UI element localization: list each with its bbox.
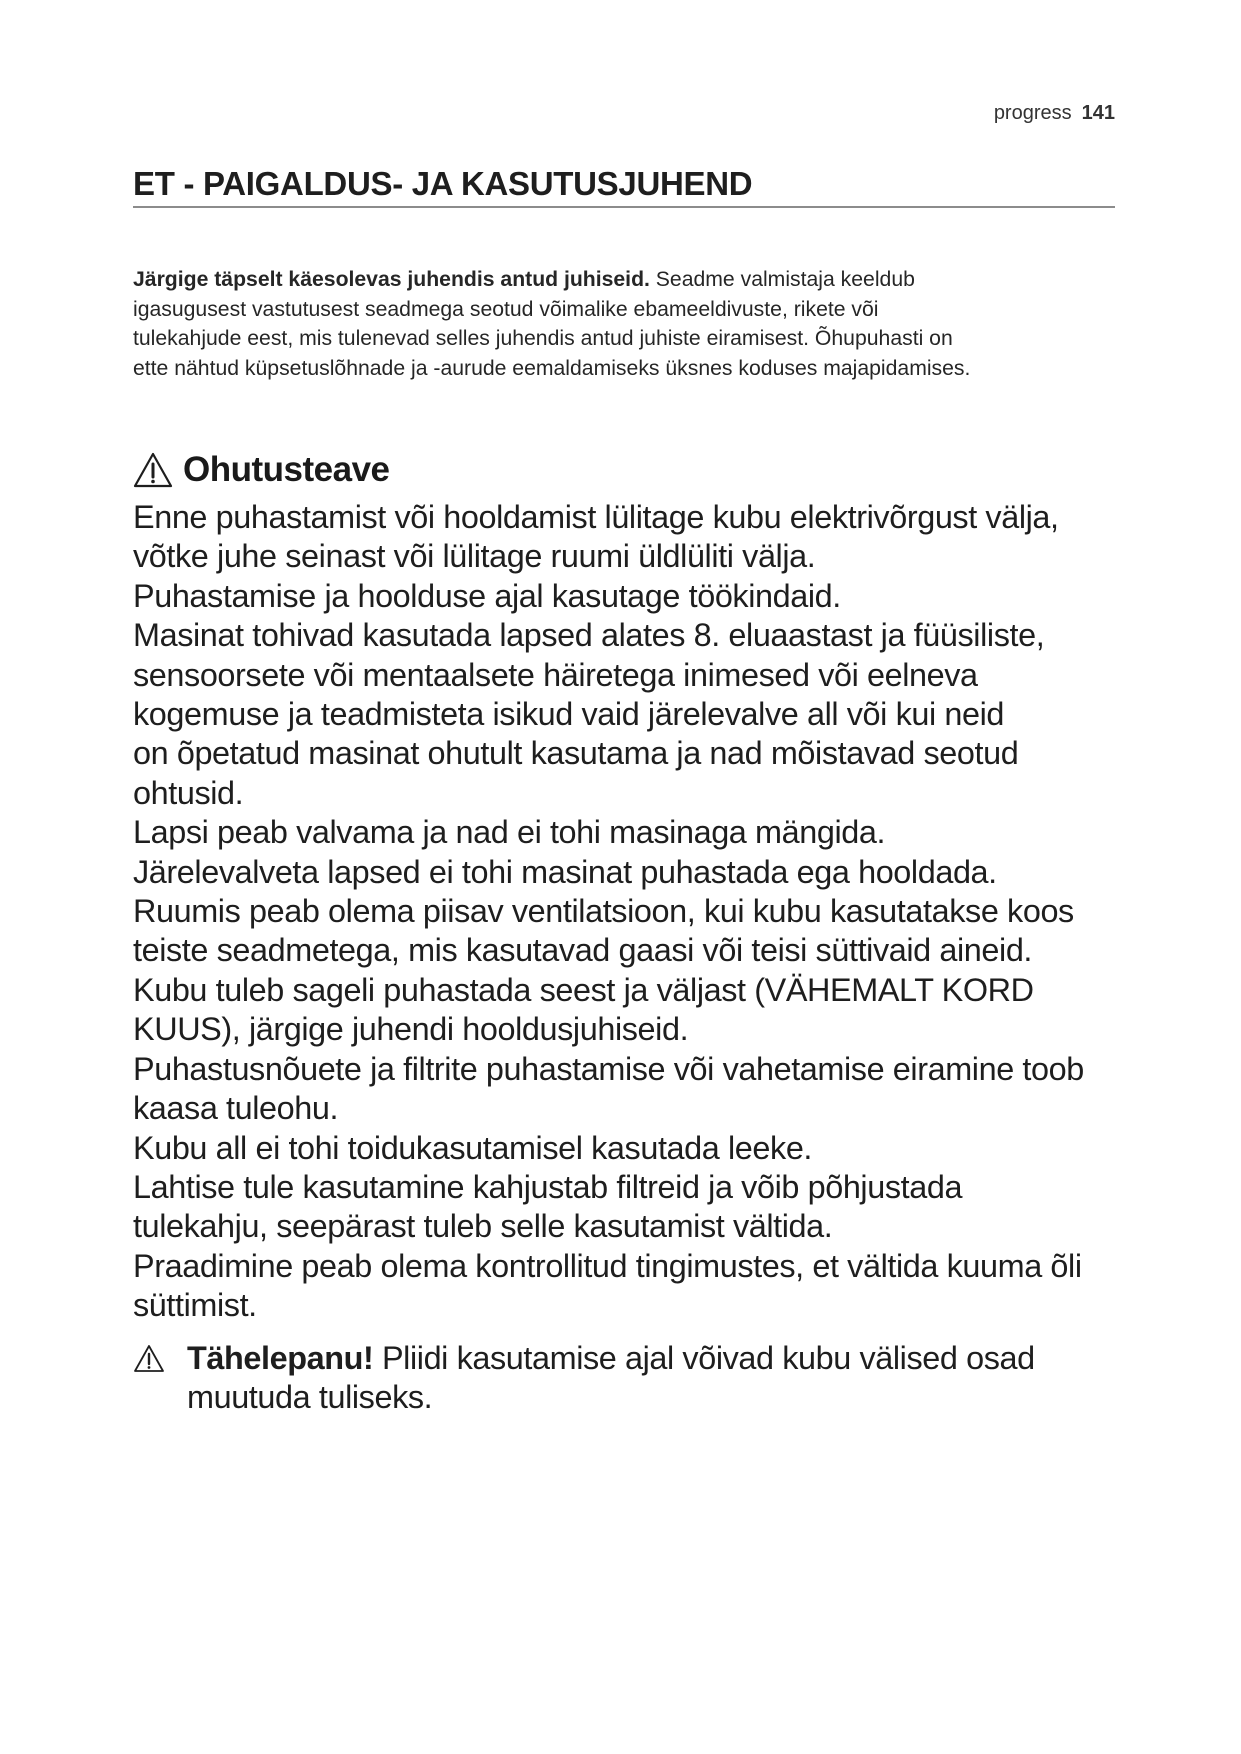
safety-heading-text: Ohutusteave xyxy=(183,450,390,489)
safety-line: on õpetatud masinat ohutult kasutama ja nad mõistavad seotud xyxy=(133,735,1019,772)
safety-line: teiste seadmetega, mis kasutavad gaasi või teisi süttivaid aineid. xyxy=(133,932,1033,969)
intro-line: tulekahjude eest, mis tulenevad selles juhendis antud juhiste eiramisest. Õhupuhasti on xyxy=(133,327,953,350)
safety-line: kogemuse ja teadmisteta isikud vaid järelevalve all või kui neid xyxy=(133,696,1005,733)
notice-line xyxy=(187,1339,1067,1378)
warning-triangle-icon xyxy=(133,452,173,488)
safety-line: tulekahju, seepärast tuleb selle kasutamist vältida. xyxy=(133,1208,833,1245)
warning-triangle-icon xyxy=(133,1344,165,1373)
safety-line: Masinat tohivad kasutada lapsed alates 8. eluaastast ja füüsiliste, xyxy=(133,617,1045,654)
safety-line: süttimist. xyxy=(133,1287,257,1324)
safety-text xyxy=(133,498,1123,1326)
safety-line: KUUS), järgige juhendi hooldusjuhiseid. xyxy=(133,1011,689,1048)
safety-heading xyxy=(133,448,390,492)
document-title xyxy=(133,164,1115,204)
safety-line: Kubu all ei tohi toidukasutamisel kasutada leeke. xyxy=(133,1129,813,1166)
notice-line: muutuda tuliseks. xyxy=(187,1379,433,1416)
notice-body xyxy=(187,1339,1067,1418)
document-title-text: - PAIGALDUS- JA KASUTUSJUHEND xyxy=(174,165,753,202)
safety-line: Lahtise tule kasutamine kahjustab filtreid ja võib põhjustada xyxy=(133,1168,963,1205)
notice-label: Tähelepanu! xyxy=(187,1340,374,1376)
notice-icon-wrap xyxy=(133,1339,177,1378)
page-number: 141 xyxy=(1081,102,1115,124)
language-code: ET xyxy=(133,165,175,202)
intro-line xyxy=(133,265,1115,295)
safety-line: kaasa tuleohu. xyxy=(133,1090,339,1127)
intro-line-1-rest: Seadme valmistaja keeldub xyxy=(649,268,915,291)
safety-line: Puhastusnõuete ja filtrite puhastamise või vahetamise eiramine toob xyxy=(133,1050,1084,1087)
title-divider xyxy=(133,206,1115,208)
safety-line: Puhastamise ja hoolduse ajal kasutage töökindaid. xyxy=(133,577,841,614)
intro-line: igasugusest vastutusest seadmega seotud võimalike ebameeldivuste, rikete või xyxy=(133,297,879,321)
safety-line: Ruumis peab olema piisav ventilatsioon, kui kubu kasutatakse koos xyxy=(133,893,1074,930)
safety-line: Järelevalveta lapsed ei tohi masinat puhastada ega hooldada. xyxy=(133,853,997,890)
brand-name: progress xyxy=(993,102,1072,124)
intro-line: ette nähtud küpsetuslõhnade ja -aurude eemaldamiseks üksnes koduses majapidamises. xyxy=(133,356,971,380)
page-header xyxy=(994,102,1115,125)
safety-line: Lapsi peab valvama ja nad ei tohi masinaga mängida. xyxy=(133,814,886,851)
safety-line: ohtusid. xyxy=(133,774,244,811)
safety-line: Kubu tuleb sageli puhastada seest ja väljast (VÄHEMALT KORD xyxy=(133,971,1034,1008)
notice-line-1-rest: Pliidi kasutamise ajal võivad kubu välised osad xyxy=(373,1340,1035,1376)
safety-line: Enne puhastamist või hooldamist lülitage kubu elektrivõrgust välja, xyxy=(133,499,1059,535)
safety-line: Praadimine peab olema kontrollitud tingimustes, et vältida kuuma õli xyxy=(133,1247,1082,1284)
safety-line: sensoorsete või mentaalsete häiretega inimesed või eelneva xyxy=(133,656,978,693)
safety-line: võtke juhe seinast või lülitage ruumi üldlüliti välja. xyxy=(133,538,816,575)
attention-notice xyxy=(133,1339,1123,1418)
intro-paragraph xyxy=(133,265,1115,383)
intro-lead: Järgige täpselt käesolevas juhendis antud juhiseid. xyxy=(133,268,650,291)
